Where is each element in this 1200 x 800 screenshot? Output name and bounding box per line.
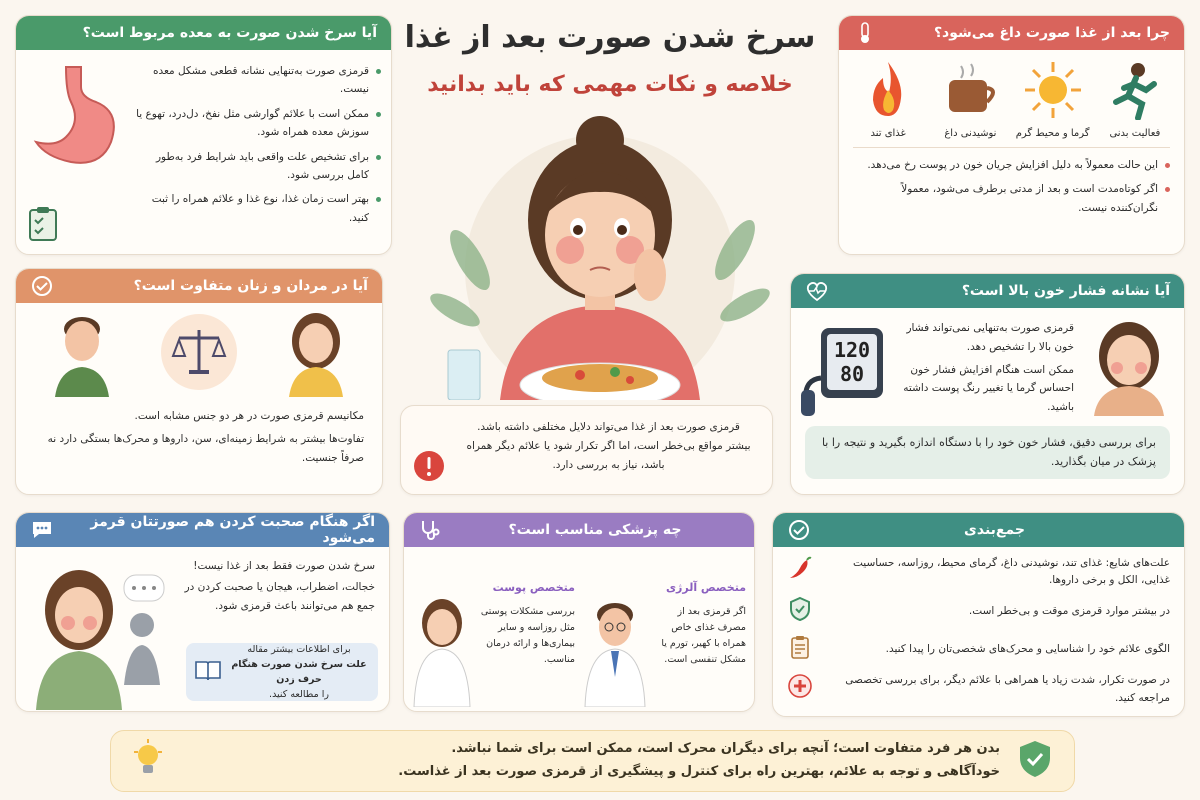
man-avatar <box>47 307 117 401</box>
why-bullet-list <box>839 148 1184 217</box>
stomach-card-header <box>16 16 391 50</box>
summary-item <box>787 555 1170 590</box>
center-line: بیشتر مواقع بی‌خطر است، اما اگر تکرار شود یا علائم دیگر همراه باشد، نیاز به بررسی دارد. <box>466 439 751 471</box>
talking-card <box>15 512 390 712</box>
why-icon-row <box>839 50 1184 145</box>
talking-line: خجالت، اضطراب، هیجان یا صحبت کردن در جمع هم می‌توانند باعث قرمزی شود. <box>184 580 375 612</box>
why-icon-label: غذای تند <box>870 128 906 139</box>
fire-icon <box>851 60 925 139</box>
summary-item <box>787 634 1170 666</box>
footer-line: خودآگاهی و توجه به علائم، بهترین راه برای کنترل و پیشگیری از قرمزی صورت بعد از غذاست. <box>398 764 1000 779</box>
center-message-card <box>400 405 773 495</box>
dermatologist-text: بررسی مشکلات پوستی مثل روزاسه و سایر بیماری‌ها و ارائه درمان مناسب. <box>480 605 575 666</box>
summary-item-text: الگوی علائم خود را شناسایی و محرک‌های شخصی‌تان را پیدا کنید. <box>885 643 1170 656</box>
clipboard-icon <box>28 206 58 246</box>
allergist-title: متخصص آلرژی <box>665 581 746 594</box>
summary-card-header <box>773 513 1184 547</box>
woman-eating-illustration <box>430 110 770 400</box>
woman-avatar <box>281 307 351 401</box>
thermometer-icon <box>853 21 877 45</box>
why-card <box>838 15 1185 255</box>
why-card-title: چرا بعد از غذا صورت داغ می‌شود؟ <box>933 25 1170 41</box>
center-line: قرمزی صورت بعد از غذا می‌تواند دلایل مختلفی داشته باشد. <box>477 421 740 433</box>
blood-pressure-monitor <box>801 318 891 418</box>
hot-drink-icon <box>933 60 1007 139</box>
check-circle-icon <box>787 518 811 542</box>
summary-item <box>787 672 1170 707</box>
gender-line: تفاوت‌ها بیشتر به شرایط زمینه‌ای، سن، داروها و محرک‌ها بستگی دارد نه صرفاً جنسیت. <box>47 432 364 464</box>
book-icon <box>194 658 222 686</box>
stomach-card <box>15 15 392 255</box>
why-icon-label: نوشیدنی داغ <box>944 128 997 139</box>
check-circle-icon <box>30 274 54 298</box>
stomach-bullet-list <box>134 62 381 233</box>
summary-list <box>773 547 1184 707</box>
bp-card-title: آیا نشانه فشار خون بالا است؟ <box>961 283 1170 299</box>
gender-card-title: آیا در مردان و زنان متفاوت است؟ <box>133 278 368 294</box>
list-item: بهتر است زمان غذا، نوع غذا و علائم همراه را ثبت کنید. <box>134 190 381 227</box>
running-person-icon <box>1098 60 1172 139</box>
dermatologist-title: متخصص پوست <box>492 581 575 594</box>
bp-note <box>805 426 1170 479</box>
summary-item-text: علت‌های شایع: غذای تند، نوشیدنی داغ، گرمای محیط، روزاسه، حساسیت غذایی، الکل و برخی داروها. <box>852 557 1170 587</box>
bp-note-text: برای بررسی دقیق، فشار خون خود را با دستگاه اندازه بگیرید و نتیجه را با پزشک در میان بگذارید. <box>821 436 1156 468</box>
female-doctor-avatar <box>412 557 472 711</box>
stethoscope-icon <box>418 518 442 542</box>
bp-systolic: 120 <box>833 338 871 362</box>
gender-illustration-row <box>16 303 382 399</box>
worried-woman-avatar <box>1084 316 1174 420</box>
allergist-panel <box>583 557 746 711</box>
read-more-line: برای اطلاعات بیشتر مقاله <box>247 643 351 655</box>
bp-line: قرمزی صورت به‌تنهایی نمی‌تواند فشار خون بالا را تشخیص دهد. <box>906 321 1074 353</box>
allergist-text: اگر قرمزی بعد از مصرف غذای خاص همراه با کهیر، تورم یا مشکل تنفسی است. <box>661 605 746 666</box>
read-more-box[interactable] <box>186 643 378 701</box>
shield-check-icon <box>787 596 813 628</box>
talking-card-title: اگر هنگام صحبت کردن هم صورتتان قرمز می‌شود <box>90 514 375 546</box>
doctor-card <box>403 512 755 712</box>
summary-card <box>772 512 1185 717</box>
bp-line: ممکن است هنگام افزایش فشار خون احساس گرما یا تغییر رنگ پوست داشته باشید. <box>903 363 1074 414</box>
talking-line: سرخ شدن صورت فقط بعد از غذا نیست! <box>193 560 375 572</box>
gender-text <box>16 399 382 468</box>
clipboard-icon <box>787 634 813 666</box>
list-item: این حالت معمولاً به دلیل افزایش جریان خون در پوست رخ می‌دهد. <box>853 156 1170 174</box>
list-item: برای تشخیص علت واقعی باید شرایط فرد به‌طور کامل بررسی شود. <box>134 148 381 185</box>
heart-pulse-icon <box>805 279 829 303</box>
doctor-card-header <box>404 513 754 547</box>
summary-item-text: در صورت تکرار، شدت زیاد یا همراهی با علائم دیگر، برای بررسی تخصصی مراجعه کنید. <box>845 674 1170 704</box>
summary-card-title: جمع‌بندی <box>964 522 1025 538</box>
gender-card <box>15 268 383 495</box>
gender-line: مکانیسم قرمزی صورت در هر دو جنس مشابه است. <box>134 410 364 422</box>
gender-card-header <box>16 269 382 303</box>
why-card-header <box>839 16 1184 50</box>
bp-diastolic: 80 <box>839 362 865 386</box>
footer-banner <box>110 730 1075 792</box>
list-item: قرمزی صورت به‌تنهایی نشانه قطعی مشکل معده نیست. <box>134 62 381 99</box>
speech-bubble-icon <box>30 518 54 542</box>
summary-item <box>787 596 1170 628</box>
talking-card-header <box>16 513 389 547</box>
summary-item-text: در بیشتر موارد قرمزی موقت و بی‌خطر است. <box>968 605 1170 618</box>
lightbulb-icon <box>131 738 165 784</box>
bp-text <box>901 319 1074 417</box>
page-subtitle: خلاصه و نکات مهمی که باید بدانید <box>427 72 793 97</box>
center-text <box>401 406 772 475</box>
why-icon-label: گرما و محیط گرم <box>1015 128 1090 139</box>
dermatologist-panel <box>412 557 575 711</box>
bp-card-header <box>791 274 1184 308</box>
shield-check-icon <box>1016 739 1054 783</box>
why-icon-label: فعالیت بدنی <box>1109 128 1161 139</box>
list-item: اگر کوتاه‌مدت است و بعد از مدتی برطرف می‌شود، معمولاً نگران‌کننده نیست. <box>853 180 1170 217</box>
sun-icon <box>1016 60 1090 139</box>
list-item: ممکن است با علائم گوارشی مثل نفخ، دل‌درد، تهوع یا سوزش معده همراه شود. <box>134 105 381 142</box>
medical-cross-icon <box>787 673 813 705</box>
embarrassed-woman-illustration <box>24 555 174 712</box>
chili-pepper-icon <box>787 556 813 588</box>
read-more-line: را مطالعه کنید. <box>269 689 329 701</box>
page-title: سرخ شدن صورت بعد از غذا <box>404 20 816 55</box>
blood-pressure-card <box>790 273 1185 495</box>
stomach-card-title: آیا سرخ شدن صورت به معده مربوط است؟ <box>82 25 377 41</box>
warning-icon <box>413 450 445 486</box>
read-more-link[interactable]: علت سرخ شدن صورت هنگام حرف زدن <box>231 658 367 685</box>
doctor-card-title: چه پزشکی مناسب است؟ <box>508 522 682 538</box>
scale-icon <box>159 312 239 396</box>
footer-text <box>181 738 1000 784</box>
male-doctor-avatar <box>583 557 647 711</box>
footer-line: بدن هر فرد متفاوت است؛ آنچه برای دیگران محرک است، ممکن است برای شما نباشد. <box>451 741 1000 757</box>
